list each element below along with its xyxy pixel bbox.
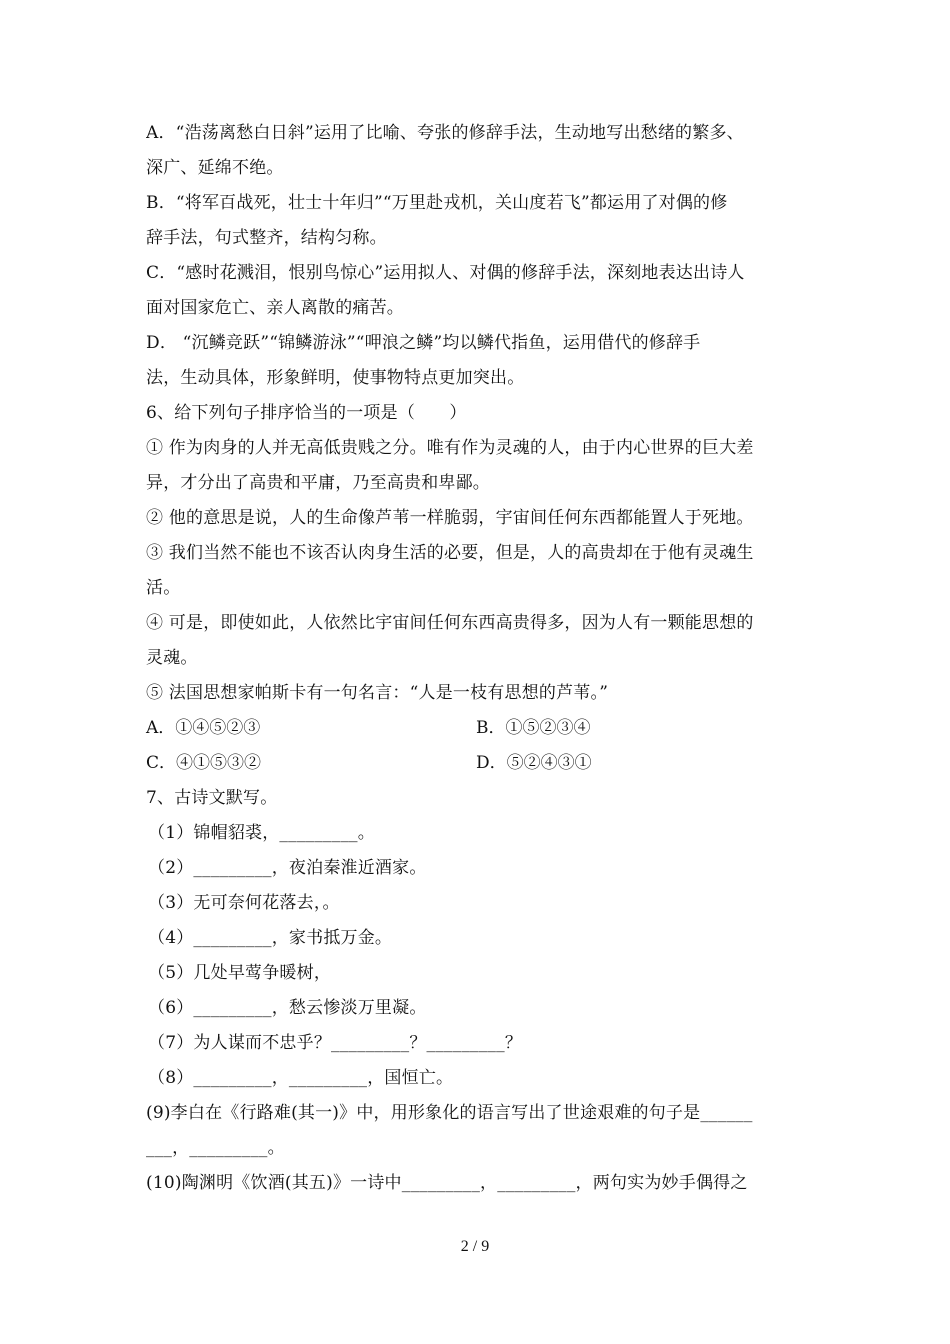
q7-item-9-line2: ___，_________。 xyxy=(146,1138,285,1158)
document-body xyxy=(146,116,810,1201)
q7-item-3: （3）无可奈何花落去，。 xyxy=(148,893,340,913)
q6-options-row-2 xyxy=(146,746,810,781)
q5-option-d-line1: D． “沉鳞竞跃”“锦鳞游泳”“呷浪之鳞”均以鳞代指鱼，运用借代的修辞手 xyxy=(146,333,701,353)
q5-option-a-line1: A．“浩荡离愁白日斜”运用了比喻、夸张的修辞手法，生动地写出愁绪的繁多、 xyxy=(146,123,744,143)
q6-sentence-4-line2: 灵魂。 xyxy=(146,648,198,668)
q6-sentence-3-line2: 活。 xyxy=(146,578,181,598)
q6-sentence-1-line1: ① 作为肉身的人并无高低贵贱之分。唯有作为灵魂的人，由于内心世界的巨大差 xyxy=(146,438,754,458)
q7-item-4: （4）_________，家书抵万金。 xyxy=(148,928,393,948)
q6-option-b: B．①⑤②③④ xyxy=(476,718,591,738)
q7-item-1: （1）锦帽貂裘，_________。 xyxy=(148,823,375,843)
q6-stem: 6、给下列句子排序恰当的一项是（ ） xyxy=(146,403,467,423)
q5-option-b-line1: B．“将军百战死，壮士十年归”“万里赴戎机，关山度若飞”都运用了对偶的修 xyxy=(146,193,728,213)
q7-item-8: （8）_________，_________，国恒亡。 xyxy=(148,1068,454,1088)
q5-option-c-line1: C．“感时花溅泪，恨别鸟惊心”运用拟人、对偶的修辞手法，深刻地表达出诗人 xyxy=(146,263,745,283)
q6-sentence-1-line2: 异，才分出了高贵和平庸，乃至高贵和卑鄙。 xyxy=(146,473,490,493)
q6-sentence-2: ② 他的意思是说，人的生命像芦苇一样脆弱，宇宙间任何东西都能置人于死地。 xyxy=(146,508,754,528)
q6-sentence-3-line1: ③ 我们当然不能也不该否认肉身生活的必要，但是，人的高贵却在于他有灵魂生 xyxy=(146,543,754,563)
q5-option-b-line2: 辞手法，句式整齐，结构匀称。 xyxy=(146,228,387,248)
q7-item-6: （6）_________，愁云惨淡万里凝。 xyxy=(148,998,427,1018)
q6-sentence-4-line1: ④ 可是，即使如此，人依然比宇宙间任何东西高贵得多，因为人有一颗能思想的 xyxy=(146,613,754,633)
q5-option-d-line2: 法，生动具体，形象鲜明，使事物特点更加突出。 xyxy=(146,368,525,388)
q6-options-row-1 xyxy=(146,711,810,746)
q7-stem: 7、古诗文默写。 xyxy=(146,788,278,808)
q6-option-d: D．⑤②④③① xyxy=(476,753,592,773)
q7-item-5: （5）几处早莺争暖树， xyxy=(148,963,332,983)
q7-item-7: （7）为人谋而不忠乎？_________？_________？ xyxy=(148,1033,523,1053)
q7-item-10-line1: (10)陶渊明《饮酒(其五)》一诗中_________，_________，两句实为妙手偶得之 xyxy=(146,1173,748,1193)
q6-option-c: C．④①⑤③② xyxy=(146,753,262,773)
q6-sentence-5: ⑤ 法国思想家帕斯卡有一句名言：“人是一枝有思想的芦苇。” xyxy=(146,683,609,703)
q7-item-2: （2）_________，夜泊秦淮近酒家。 xyxy=(148,858,427,878)
q5-option-a-line2: 深广、延绵不绝。 xyxy=(146,158,284,178)
q6-option-a: A．①④⑤②③ xyxy=(146,718,261,738)
q5-option-c-line2: 面对国家危亡、亲人离散的痛苦。 xyxy=(146,298,404,318)
q7-item-9-line1: (9)李白在《行路难(其一)》中，用形象化的语言写出了世途艰难的句子是______ xyxy=(146,1103,753,1123)
page-number: 2 / 9 xyxy=(460,1238,490,1255)
